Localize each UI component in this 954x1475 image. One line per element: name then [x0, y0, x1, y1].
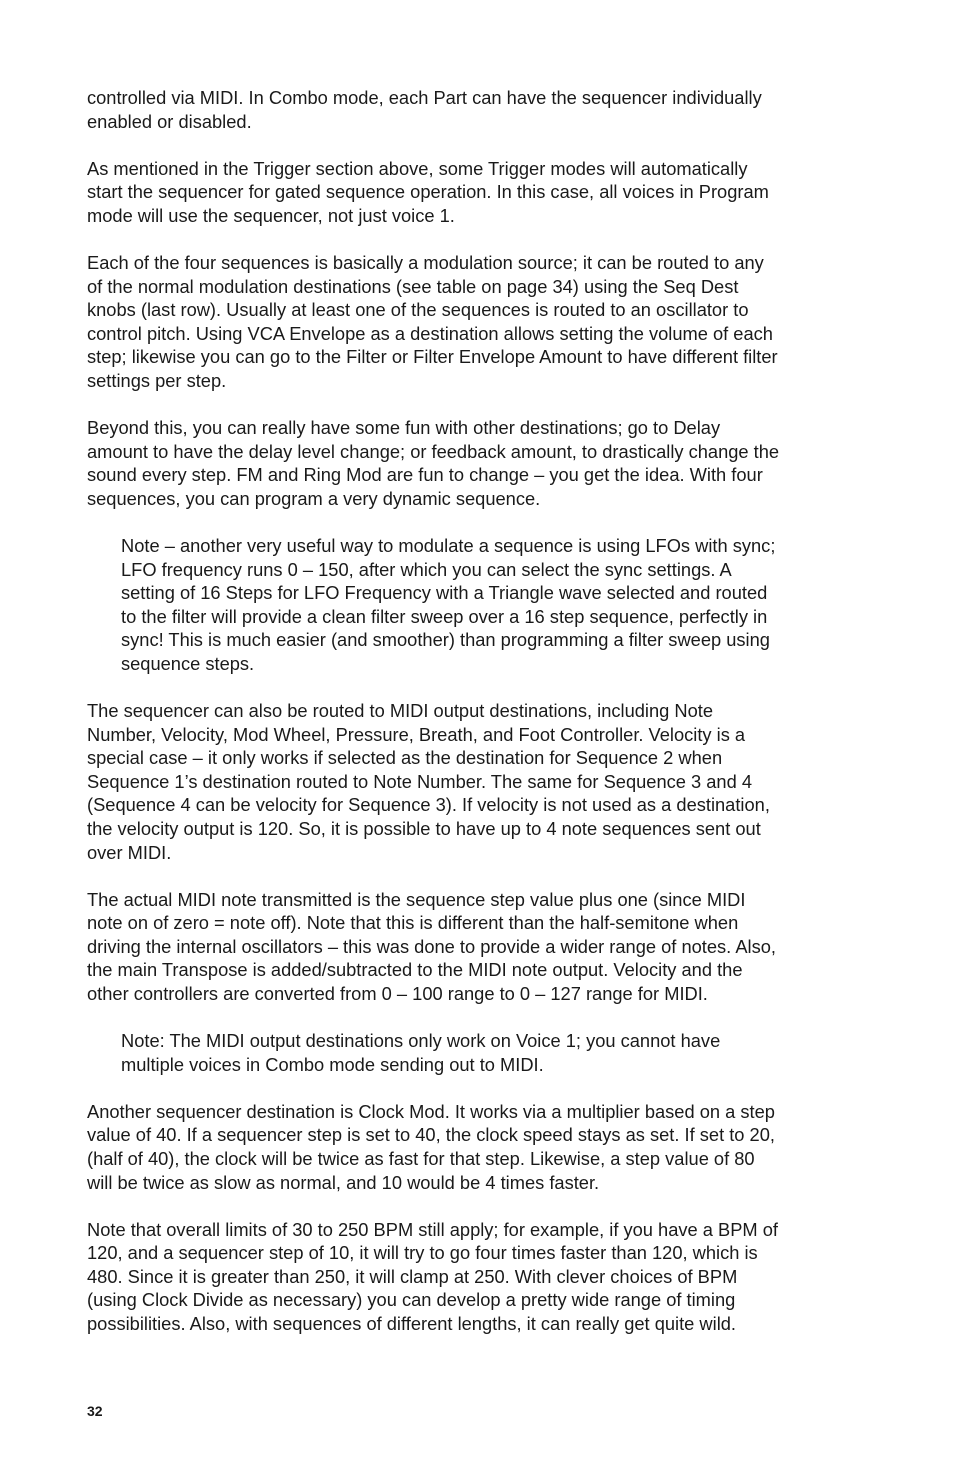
paragraph-clock-mod: Another sequencer destination is Clock Mod. It works via a multiplier based on a step value of 40. If a sequencer step is set to 40, the clock speed stays as set. If set to 20, (half of 40), the clock will be twice as fast for that step. Likewise, a step value of 80 will be twice as slow as normal, and 10 would be 4 times faster. [87, 1100, 775, 1193]
paragraph-other-destinations: Beyond this, you can really have some fun with other destinations; go to Delay amount to have the delay level change; or feedback amount, to drastically change the sound every step. FM and Ring Mod are fun to change – you get the idea. With four sequences, you can program a very dynamic sequence. [87, 417, 780, 509]
page-body [87, 86, 877, 1359]
paragraph-trigger-modes: As mentioned in the Trigger section above, some Trigger modes will automatically start the sequencer for gated sequence operation. In this case, all voices in Program mode will use the sequencer, not just voice 1. [87, 157, 769, 226]
paragraph-modulation-source: Each of the four sequences is basically a modulation source; it can be routed to any of the normal modulation destinations (see table on page 34) using the Seq Dest knobs (last row). Usually at least one of the sequences is routed to an oscillator to control pitch. Using VCA Envelope as a destination allows setting the volume of each step; likewise you can go to the Filter or Filter Envelope Amount to have different filter settings per step. [87, 251, 778, 391]
paragraph-bpm-limits: Note that overall limits of 30 to 250 BPM still apply; for example, if you have a BPM of 120, and a sequencer step of 10, it will try to go four times faster than 120, which is 480. Since it is greater than 250, it will clamp at 250. With clever choices of BPM (using Clock Divide as necessary) you can develop a pretty wide range of timing possibilities. Also, with sequences of different lengths, it can really get quite wild. [87, 1218, 778, 1335]
paragraph-combo-mode: controlled via MIDI. In Combo mode, each Part can have the sequencer individually enabled or disabled. [87, 87, 762, 132]
paragraph-midi-output: The sequencer can also be routed to MIDI output destinations, including Note Number, Velocity, Mod Wheel, Pressure, Breath, and Foot Controller. Velocity is a special case – it only works if selected as the destination for Sequence 2 when Sequence 1’s destination routed to Note Number. The same for Sequence 3 and 4 (Sequence 4 can be velocity for Sequence 3). If velocity is not used as a destination, the velocity output is 120. So, it is possible to have up to 4 note sequences sent out over MIDI. [87, 699, 770, 863]
note-lfo-sync: Note – another very useful way to modulate a sequence is using LFOs with sync; LFO frequency runs 0 – 150, after which you can select the sync settings. A setting of 16 Steps for LFO Frequency with a Triangle wave selected and routed to the filter will provide a clean filter sweep over a 16 step sequence, perfectly in sync! This is much easier (and smoother) than programming a filter sweep using sequence steps. [121, 534, 776, 674]
note-midi-voice-1: Note: The MIDI output destinations only work on Voice 1; you cannot have multiple voices in Combo mode sending out to MIDI. [121, 1030, 721, 1075]
page-number: 32 [87, 1403, 103, 1419]
paragraph-midi-note: The actual MIDI note transmitted is the sequence step value plus one (since MIDI note on of zero = note off). Note that this is different than the half-semitone when driving the internal oscillators – this was done to provide a wider range of notes. Also, the main Transpose is added/subtracted to the MIDI note output. Velocity and the other controllers are converted from 0 – 100 range to 0 – 127 range for MIDI. [87, 888, 776, 1004]
